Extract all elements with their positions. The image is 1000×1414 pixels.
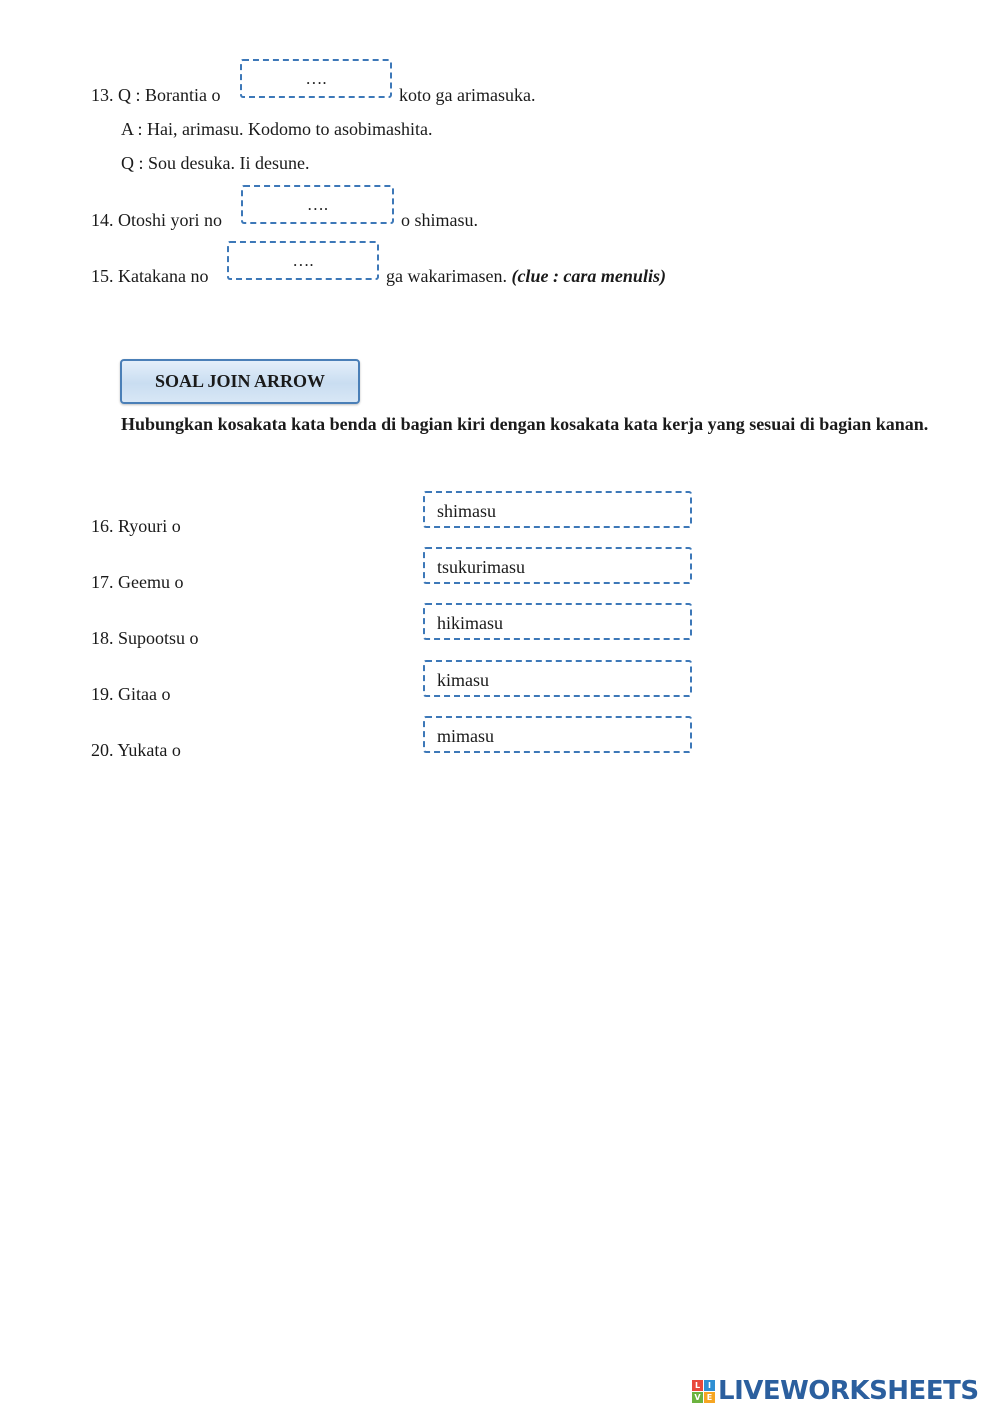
- liveworksheets-logo: [692, 1376, 979, 1406]
- match-left-item-20[interactable]: 20. Yukata o: [91, 740, 181, 760]
- match-right-option-tsukurimasu[interactable]: tsukurimasu: [423, 547, 692, 584]
- match-left-item-19[interactable]: 19. Gitaa o: [91, 684, 171, 704]
- logo-mark-icon: [692, 1380, 715, 1403]
- brand-name: LIVEWORKSHEETS: [718, 1376, 979, 1406]
- q13-reply-line: Q : Sou desuka. Ii desune.: [121, 153, 310, 173]
- q15-text-before: 15. Katakana no: [91, 266, 209, 286]
- match-left-item-18[interactable]: 18. Supootsu o: [91, 628, 199, 648]
- q13-text-before: 13. Q : Borantia o: [91, 85, 221, 105]
- section-title-badge: [120, 359, 360, 404]
- match-left-item-17[interactable]: 17. Geemu o: [91, 572, 184, 592]
- q15-after-text: ga wakarimasen.: [386, 266, 507, 286]
- match-right-option-kimasu[interactable]: kimasu: [423, 660, 692, 697]
- q15-answer-blank[interactable]: ….: [227, 241, 379, 280]
- q14-text-before: 14. Otoshi yori no: [91, 210, 223, 230]
- q14-text-after: o shimasu.: [401, 210, 479, 230]
- logo-letter: I: [704, 1380, 715, 1391]
- logo-letter: L: [692, 1380, 703, 1391]
- match-right-option-mimasu[interactable]: mimasu: [423, 716, 692, 753]
- q13-answer-blank[interactable]: ….: [240, 59, 392, 98]
- q15-clue: (clue : cara menulis): [511, 266, 666, 286]
- match-right-option-shimasu[interactable]: shimasu: [423, 491, 692, 528]
- q13-text-after: koto ga arimasuka.: [399, 85, 536, 105]
- logo-letter: V: [692, 1392, 703, 1403]
- section-title: SOAL JOIN ARROW: [154, 371, 326, 391]
- match-left-item-16[interactable]: 16. Ryouri o: [91, 516, 181, 536]
- section-instruction: Hubungkan kosakata kata benda di bagian kiri dengan kosakata kata kerja yang sesuai di bagian kanan.: [121, 414, 929, 434]
- q14-answer-blank[interactable]: ….: [241, 185, 394, 224]
- logo-letter: E: [704, 1392, 715, 1403]
- q15-text-after: [386, 265, 666, 287]
- match-right-option-hikimasu[interactable]: hikimasu: [423, 603, 692, 640]
- q13-answer-line: A : Hai, arimasu. Kodomo to asobimashita.: [121, 119, 433, 139]
